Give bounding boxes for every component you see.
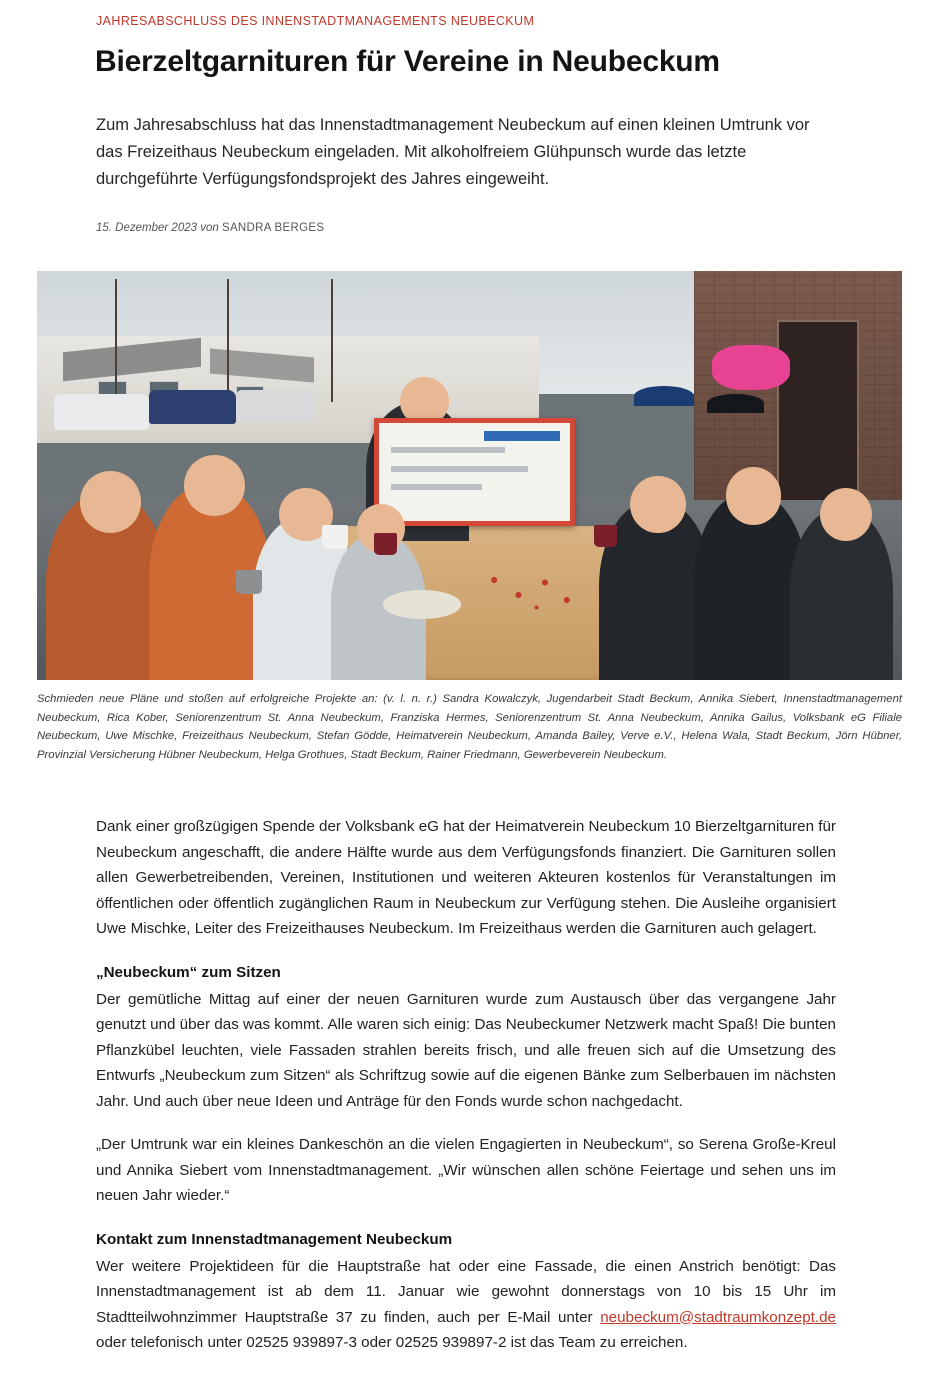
article-photo bbox=[37, 271, 902, 680]
photo-tree bbox=[331, 279, 333, 402]
publish-date: 15. Dezember 2023 bbox=[96, 222, 198, 234]
byline bbox=[96, 222, 324, 234]
cheque-line bbox=[391, 447, 505, 453]
article-figure bbox=[37, 271, 902, 764]
photo-tree bbox=[115, 279, 117, 402]
author-name: SANDRA BERGES bbox=[221, 222, 325, 234]
cheque-bank-logo bbox=[484, 431, 560, 441]
photo-mug bbox=[236, 570, 262, 595]
contact-text-after-email: oder telefonisch unter 02525 939897-3 oder 02525 939897-2 ist das Team zu erreichen. bbox=[96, 1334, 688, 1351]
article-body bbox=[96, 814, 836, 1374]
photo-person-head bbox=[820, 488, 872, 541]
photo-parked-car bbox=[149, 390, 236, 425]
photo-parked-car bbox=[54, 394, 149, 431]
photo-tree bbox=[227, 279, 229, 402]
body-paragraph-1: Dank einer großzügigen Spende der Volksbank eG hat der Heimatverein Neubeckum 10 Bierzeltgarnituren für Neubeckum angeschafft, die andere Hälfte wurde aus dem Verfügungsfonds finanziert. Die Garnituren sollen allen Gewerbetreibenden, Vereinen, Institutionen und weiteren Akteuren kostenlos für Veranstaltungen im öffentlichen oder öffentlich zugänglichen Raum in Neubeckum zur Verfügung stehen. Die Ausleihe organisiert Uwe Mischke, Leiter des Freizeithauses Neubeckum. Im Freizeithaus werden die Garnituren auch gelagert. bbox=[96, 818, 836, 937]
body-paragraph-2: Der gemütliche Mittag auf einer der neuen Garnituren wurde zum Austausch über das vergangene Jahr genutzt und über das was kommt. Alle waren sich einig: Das Neubeckumer Netzwerk macht Spaß! Die bunten Pflanzkübel leuchten, viele Fassaden strahlen bereits frisch, und alle freuen sich auf die Umsetzung des Entwurfs „Neubeckum zum Sitzen“ als Schriftzug sowie auf die eigenen Bänke zum Selberbauen im nächsten Jahr. Und auch über neue Ideen und Anträge für den Fonds wurde schon nachgedacht. bbox=[96, 990, 836, 1110]
image-caption: Schmieden neue Pläne und stoßen auf erfolgreiche Projekte an: (v. l. n. r.) Sandra Kowalczyk, Jugendarbeit Stadt Beckum, Annika Siebert, Innenstadtmanagement Neubeckum, Rica Kober, Seniorenzentrum St. Anna Neubeckum, Franziska Hermes, Seniorenzentrum St. Anna Neubeckum, Annika Gailus, Volksbank eG Filiale Neubeckum, Uwe Mischke, Freizeithaus Neubeckum, Stefan Gödde, Heimatverein Neubeckum, Amanda Bailey, Verve e.V., Helena Wala, Stadt Beckum, Jörn Hübner, Provinzial Versicherung Hübner Neubeckum, Helga Grothues, Stadt Beckum, Rainer Friedmann, Gewerbeverein Neubeckum. bbox=[37, 693, 902, 761]
email-link[interactable]: neubeckum@stadtraumkonzept.de bbox=[600, 1308, 836, 1326]
article-lead: Zum Jahresabschluss hat das Innenstadtmanagement Neubeckum auf einen kleinen Umtrunk vor das Freizeithaus Neubeckum eingeladen. Mit alkoholfreiem Glühpunsch wurde das letzte durchgeführte Verfügungsfondsprojekt des Jahres eingeweiht. bbox=[96, 116, 810, 188]
body-paragraph-3: „Der Umtrunk war ein kleines Dankeschön an die vielen Engagierten in Neubeckum“, so Serena Große-Kreul und Annika Siebert vom Innenstadtmanagement. „Wir wünschen allen schöne Feiertage und sehen uns im neuen Jahr wieder.“ bbox=[96, 1136, 836, 1204]
photo-person-head bbox=[80, 471, 141, 532]
photo-mug bbox=[322, 525, 348, 550]
photo-parked-car bbox=[236, 390, 314, 423]
photo-mug bbox=[594, 525, 616, 547]
cheque-line bbox=[391, 466, 528, 472]
photo-person-head bbox=[184, 455, 245, 516]
article-kicker: JAHRESABSCHLUSS DES INNENSTADTMANAGEMENTS NEUBECKUM bbox=[96, 14, 535, 28]
body-paragraph-4 bbox=[96, 1254, 836, 1356]
photo-plate bbox=[383, 590, 461, 619]
photo-person-head bbox=[630, 476, 685, 533]
photo-blue-cap bbox=[634, 386, 695, 406]
photo-mug bbox=[374, 533, 396, 555]
contact-text-before-email: Wer weitere Projektideen für die Hauptstraße hat oder eine Fassade, die einen Anstrich benötigt: Das Innenstadtmanagement ist ab dem 11. Januar wie gewohnt donnerstags von 10 bis 15 Uhr im Stadtteilwohnzimmer Hauptstraße 37 zu finden, auch per E-Mail unter bbox=[96, 1257, 836, 1326]
subheading-neubeckum-zum-sitzen: „Neubeckum“ zum Sitzen bbox=[96, 963, 281, 981]
cheque-line bbox=[391, 484, 482, 490]
photo-person-head bbox=[726, 467, 781, 524]
photo-donation-cheque bbox=[374, 418, 574, 526]
photo-dark-cap bbox=[707, 394, 763, 413]
subheading-kontakt: Kontakt zum Innenstadtmanagement Neubeckum bbox=[96, 1230, 453, 1248]
photo-berry-decoration bbox=[470, 565, 591, 614]
photo-pink-scarf bbox=[712, 345, 790, 390]
page-title: Bierzeltgarnituren für Vereine in Neubeckum bbox=[95, 45, 720, 78]
byline-separator: von bbox=[200, 222, 219, 234]
